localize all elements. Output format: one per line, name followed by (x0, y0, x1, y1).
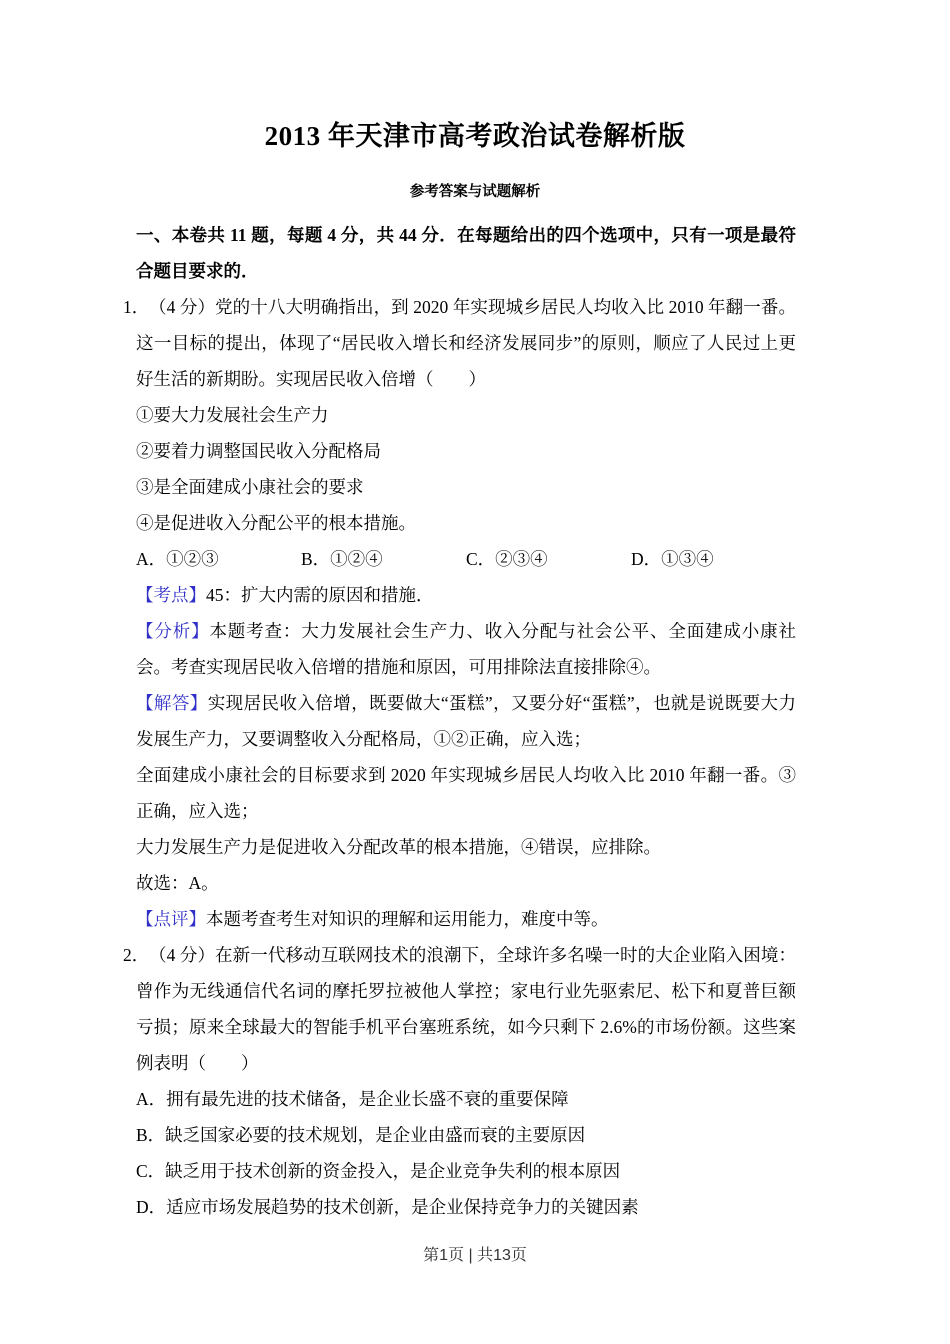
question-1-statement-4: ④是促进收入分配公平的根本措施。 (136, 513, 416, 533)
dianping-tag: 【点评】 (136, 909, 206, 929)
question-1-answer-line (136, 865, 796, 901)
jieda-text-2: 全面建成小康社会的目标要求到 2020 年实现城乡居民人均收入比 2010 年翻一番。③正确，应入选； (136, 765, 796, 821)
question-1-choice-d: D．①③④ (631, 549, 714, 569)
kaodian-text: 45：扩大内需的原因和措施． (206, 585, 434, 605)
question-1-statement-1: ①要大力发展社会生产力 (136, 405, 329, 425)
question-1-choice-c: C．②③④ (466, 549, 548, 569)
fenxi-text: 本题考查：大力发展社会生产力、收入分配与社会公平、全面建成小康社会。考查实现居民收入倍增的措施和原因，可用排除法直接排除④。 (136, 621, 797, 677)
question-1-statement-3: ③是全面建成小康社会的要求 (136, 477, 364, 497)
question-2-choice-a: A．拥有最先进的技术储备，是企业长盛不衰的重要保障 (136, 1089, 569, 1109)
dianping-text: 本题考查考生对知识的理解和运用能力，难度中等。 (206, 909, 609, 929)
question-2-choice-b: B．缺乏国家必要的技术规划，是企业由盛而衰的主要原因 (136, 1125, 586, 1145)
question-1-jieda-line-1 (136, 685, 796, 757)
question-2-stem: （4 分）在新一代移动互联网技术的浪潮下，全球许多名噪一时的大企业陷入困境：曾作为无线通信代名词的摩托罗拉被他人掌控；家电行业先驱索尼、松下和夏普巨额亏损；原来全球最大的智能手机平台塞班系统，如今只剩下 2.6%的市场份额。这些案例表明（ ） (136, 945, 796, 1073)
question-1-choice-b: B．①②④ (301, 549, 383, 569)
page-subtitle: 参考答案与试题解析 (409, 184, 541, 200)
question-1-statement-2: ②要着力调整国民收入分配格局 (136, 441, 381, 461)
question-2-choice-c: C．缺乏用于技术创新的资金投入，是企业竞争失利的根本原因 (136, 1161, 621, 1181)
question-1-jieda-line-3 (136, 829, 796, 865)
answer-text: 故选：A。 (136, 873, 219, 893)
question-2-choice-d: D．适应市场发展趋势的技术创新，是企业保持竞争力的关键因素 (136, 1197, 639, 1217)
question-1-dianping-line (136, 901, 796, 937)
jieda-text-3: 大力发展生产力是促进收入分配改革的根本措施，④错误，应排除。 (136, 837, 661, 857)
question-1-choice-a: A．①②③ (136, 549, 219, 569)
section-header: 一、本卷共 11 题，每题 4 分，共 44 分．在每题给出的四个选项中，只有一项是最符合题目要求的． (136, 225, 796, 281)
question-1 (123, 289, 797, 937)
question-2-number: 2． (123, 945, 150, 965)
question-1-stem: （4 分）党的十八大明确指出，到 2020 年实现城乡居民人均收入比 2010 年翻一番。这一目标的提出，体现了“居民收入增长和经济发展同步”的原则，顺应了人民过上更好生活的新期盼。实现居民收入倍增（ ） (136, 297, 796, 389)
page-title: 2013 年天津市高考政治试卷解析版 (264, 121, 686, 151)
kaodian-tag: 【考点】 (136, 585, 206, 605)
page-footer: 第1页 | 共13页 (423, 1247, 527, 1264)
question-1-kaodian-line (136, 577, 796, 613)
document-body (123, 217, 797, 1225)
question-1-jieda-line-2 (136, 757, 796, 829)
jieda-text-1: 实现居民收入倍增，既要做大“蛋糕”，又要分好“蛋糕”，也就是说既要大力发展生产力，又要调整收入分配格局，①②正确，应入选； (136, 693, 796, 749)
jieda-tag: 【解答】 (136, 693, 208, 713)
question-1-number: 1． (123, 297, 150, 317)
fenxi-tag: 【分析】 (136, 621, 210, 641)
question-2 (123, 937, 796, 1225)
question-1-choice-row (136, 541, 796, 577)
question-1-fenxi-line (136, 613, 796, 685)
